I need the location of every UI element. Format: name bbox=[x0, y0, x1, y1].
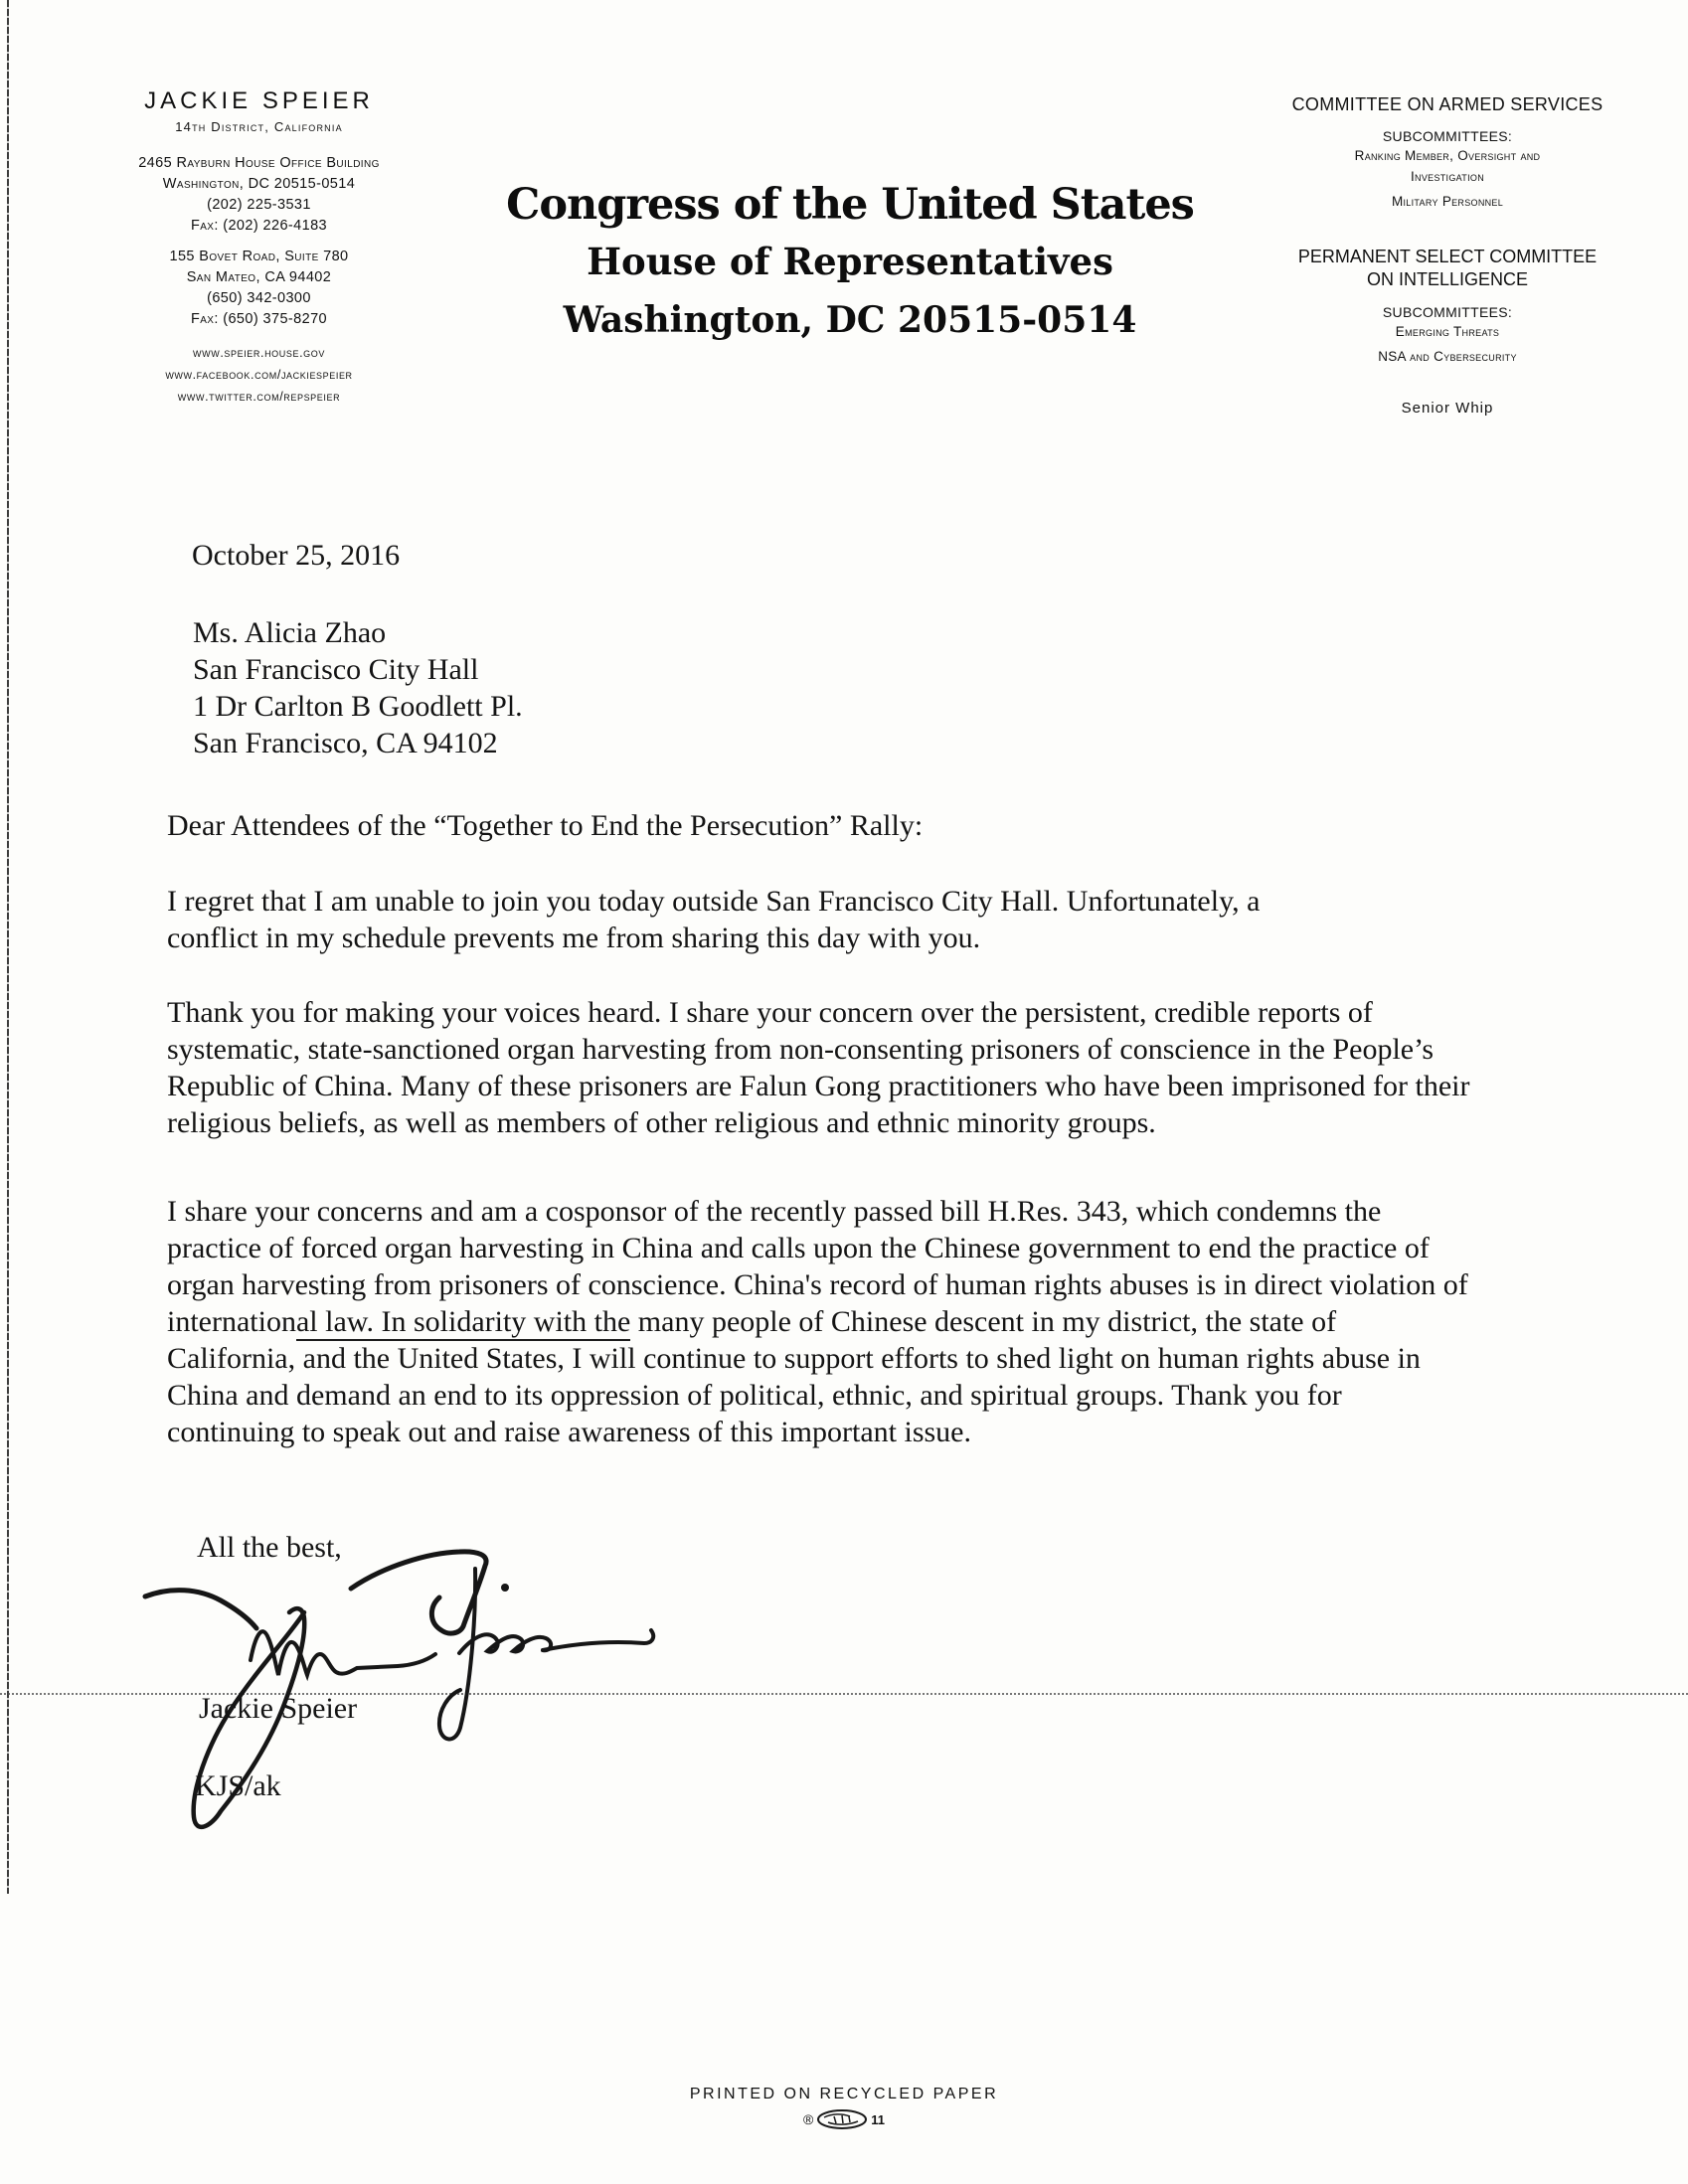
web-addresses bbox=[78, 342, 440, 408]
twitter-url: www.twitter.com/repspeier bbox=[177, 390, 341, 404]
masthead-line-house: House of Representatives bbox=[587, 240, 1113, 283]
body-line: China and demand an end to its oppression of political, ethnic, and spiritual groups. Thank you for bbox=[167, 1379, 1342, 1412]
body-line: practice of forced organ harvesting in China and calls upon the Chinese government to end the practice of bbox=[167, 1232, 1430, 1264]
paragraph-3 bbox=[167, 1193, 1468, 1450]
address-line: (202) 225-3531 bbox=[207, 197, 311, 213]
body-line: California, and the United States, I will continue to support efforts to shed light on human rights abuse in bbox=[167, 1342, 1421, 1375]
union-bug bbox=[0, 2107, 1688, 2131]
body-text-segment: internation bbox=[167, 1305, 296, 1338]
body-line: I regret that I am unable to join you today outside San Francisco City Hall. Unfortunately, a bbox=[167, 885, 1261, 918]
body-line: Thank you for making your voices heard. I share your concern over the persistent, credible reports of bbox=[167, 996, 1373, 1029]
body-line-with-underline bbox=[167, 1303, 1468, 1340]
recipient-line: 1 Dr Carlton B Goodlett Pl. bbox=[193, 690, 523, 723]
dc-office-address bbox=[78, 153, 440, 237]
committee-armed-services-title: COMMITTEE ON ARMED SERVICES bbox=[1291, 94, 1604, 114]
member-name: JACKIE SPEIER bbox=[144, 87, 374, 114]
recipient-line: Ms. Alicia Zhao bbox=[193, 616, 387, 649]
letterhead-right-column bbox=[1231, 93, 1664, 417]
recipient-line: San Francisco, CA 94102 bbox=[193, 727, 498, 759]
body-line: I share your concerns and am a cosponsor of the recently passed bill H.Res. 343, which condemns the bbox=[167, 1195, 1382, 1228]
district-office-address bbox=[78, 247, 440, 330]
letterhead-masthead bbox=[477, 177, 1223, 350]
body-text-segment: many people of Chinese descent in my district, the state of bbox=[630, 1305, 1337, 1338]
committee-intelligence-title: PERMANENT SELECT COMMITTEE bbox=[1297, 247, 1598, 266]
committee-intelligence-title: ON INTELLIGENCE bbox=[1366, 269, 1529, 289]
reference-initials: KJS/ak bbox=[195, 1769, 281, 1802]
signature bbox=[99, 1539, 676, 1842]
address-line: 2465 Rayburn House Office Building bbox=[138, 155, 380, 171]
letter-date: October 25, 2016 bbox=[192, 539, 401, 572]
senior-whip-label: Senior Whip bbox=[1401, 400, 1494, 417]
union-bug-number: 11 bbox=[871, 2111, 886, 2127]
paragraph-1 bbox=[167, 883, 1260, 956]
typed-signer-name: Jackie Speier bbox=[199, 1692, 358, 1725]
body-line: religious beliefs, as well as members of other religious and ethnic minority groups. bbox=[167, 1106, 1156, 1139]
masthead-line-washington: Washington, DC 20515-0514 bbox=[563, 299, 1137, 341]
body-line: conflict in my schedule prevents me from sharing this day with you. bbox=[167, 922, 981, 954]
scan-edge-artifact bbox=[7, 0, 9, 1894]
recipient-address bbox=[193, 614, 523, 761]
address-line: Fax: (202) 226-4183 bbox=[190, 218, 327, 234]
paragraph-2 bbox=[167, 994, 1470, 1141]
subcommittee-item: Military Personnel bbox=[1391, 194, 1504, 209]
body-line: organ harvesting from prisoners of conscience. China's record of human rights abuses is in direct violation of bbox=[167, 1268, 1468, 1301]
subcommittees-label: SUBCOMMITTEES: bbox=[1382, 304, 1513, 320]
body-line: systematic, state-sanctioned organ harvesting from non-consenting prisoners of conscience in the People’s bbox=[167, 1033, 1435, 1066]
address-line: San Mateo, CA 94402 bbox=[186, 269, 332, 285]
underlined-text-segment: al law. In solidarity with the bbox=[296, 1305, 630, 1341]
salutation: Dear Attendees of the “Together to End the Persecution” Rally: bbox=[167, 809, 924, 842]
facebook-url: www.facebook.com/jackiespeier bbox=[165, 368, 353, 382]
recycled-paper-label: PRINTED ON RECYCLED PAPER bbox=[689, 2086, 999, 2102]
subcommittee-item: NSA and Cybersecurity bbox=[1378, 349, 1517, 364]
subcommittee-item: Emerging Threats bbox=[1395, 324, 1500, 339]
closing: All the best, bbox=[197, 1531, 342, 1564]
subcommittee-item: Ranking Member, Oversight and bbox=[1354, 148, 1541, 163]
body-line: continuing to speak out and raise awareness of this important issue. bbox=[167, 1416, 971, 1448]
page-footer bbox=[0, 2086, 1688, 2131]
masthead-line-congress: Congress of the United States bbox=[506, 180, 1194, 230]
committee-intelligence-block bbox=[1231, 246, 1664, 367]
recipient-line: San Francisco City Hall bbox=[193, 653, 479, 686]
subcommittee-item: Investigation bbox=[1411, 169, 1484, 184]
address-line: 155 Bovet Road, Suite 780 bbox=[169, 249, 349, 264]
subcommittees-label: SUBCOMMITTEES: bbox=[1382, 128, 1513, 144]
union-bug-icon bbox=[816, 2107, 868, 2131]
address-line: Washington, DC 20515-0514 bbox=[162, 176, 356, 192]
website-url: www.speier.house.gov bbox=[193, 346, 325, 360]
letterhead-left-column bbox=[78, 87, 440, 408]
address-line: (650) 342-0300 bbox=[207, 290, 311, 306]
member-district: 14th District, California bbox=[175, 119, 343, 134]
registered-mark-icon: ® bbox=[802, 2111, 814, 2127]
body-line: Republic of China. Many of these prisoners are Falun Gong practitioners who have been imprisoned for their bbox=[167, 1070, 1470, 1102]
address-line: Fax: (650) 375-8270 bbox=[190, 311, 327, 327]
